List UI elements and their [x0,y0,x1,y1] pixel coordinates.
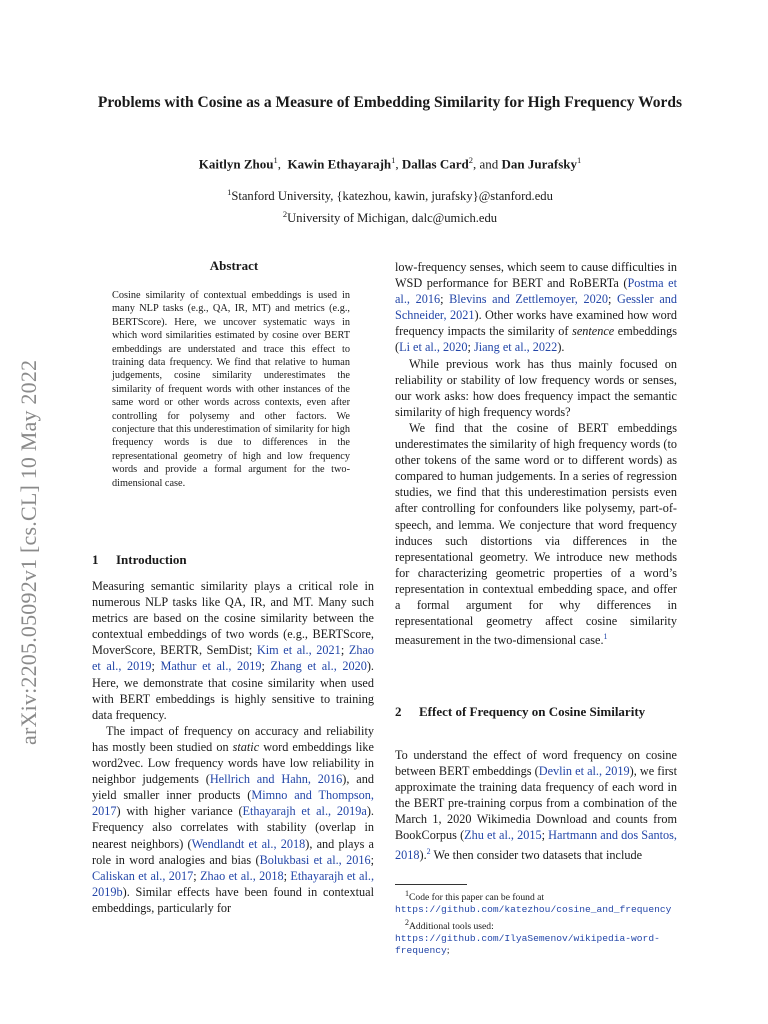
abstract-body: Cosine similarity of contextual embeddings is used in many NLP tasks (e.g., QA, IR, MT) and metrics (e.g., BERTScore). Here, we uncover systematic ways in which word similarities estimated by cosine over BERT embeddings are understated and trace this effect to training data frequency. We find that relative to human judgements, cosine similarity underestimates the similarity of frequent words with other instances of the same word or other words across contexts, even after controlling for polysemy and other factors. We conjecture that this underestimation of similarity for high frequency words is due to differences in the representational geometry of high and low frequency words and provide a formal argument for the two-dimensional case. [112,290,350,489]
footnote-marker[interactable]: 2 [426,846,431,856]
section-number: 1 [92,552,99,567]
citation-link[interactable]: Mathur et al., 2019 [160,659,262,674]
footnote: $^2$Additional tools used: https://github.com/IlyaSemenov/wikipedia-word-frequency; [395,917,660,957]
affiliation-mark: 1 [227,187,232,197]
citation-link[interactable]: Blevins and Zettlemoyer, 2020 [449,292,608,307]
section-title: Effect of Frequency on Cosine Similarity [419,704,646,719]
footnote-mark: 1 [405,889,409,898]
footnote-url-link[interactable]: https://github.com/IlyaSemenov/wikipedia-word-frequency [395,932,660,957]
citation-link[interactable]: Mimno and Thompson, 2017 [92,788,374,819]
citation-link[interactable]: Jiang et al., 2022 [473,340,558,355]
affiliation-line [90,183,690,205]
section-heading-frequency-effect [395,703,677,720]
citation-link[interactable]: Hellrich and Hahn, 2016 [209,772,343,787]
footnote-url-link[interactable]: https://github.com/katezhou/cosine_and_frequency [395,904,672,916]
paragraph: To understand the effect of word frequency on cosine between BERT embeddings (Devlin et al., 2019), we first approximate the training data frequency of each word in the BERT pre-training corpus from a combination of the March 1, 2020 Wikimedia Download and counts from BookCorpus (Zhu et al., 2015; Hartmann and dos Santos, 2018).$^2$ We then consider two datasets that include [395,748,677,862]
citation-link[interactable]: Gessler and Schneider, 2021 [395,292,678,323]
affiliation-text: University of Michigan, dalc@umich.edu [287,211,498,226]
citation-link[interactable]: Li et al., 2020 [399,340,468,355]
right-column-body [395,259,677,648]
author-name: Dallas Card [401,156,469,172]
paragraph: While previous work has thus mainly focused on reliability or stability of low frequency words or senses, our work asks: how does frequency impact the semantic similarity of high frequency words? [395,356,677,419]
paragraph: Measuring semantic similarity plays a critical role in numerous NLP tasks like QA, IR, and MT. Many such metrics are based on the cosine similarity between the contextual embeddings of two words (e.g., BERTScore, MoverScore, BERTR, SemDist; Kim et al., 2021; Zhao et al., 2019; Mathur et al., 2019; Zhang et al., 2020). Here, we demonstrate that cosine similarity when used with BERT embeddings is highly sensitive to training data frequency. [92,579,375,722]
section-number: 2 [395,704,402,719]
citation-link[interactable]: Ethayarajh et al., 2019b [92,868,375,899]
arxiv-identifier: arXiv:2205.05092v1 [cs.CL] 10 May 2022 [16,359,41,745]
footnote: $^1$Code for this paper can be found at https://github.com/katezhou/cosine_and_frequency [395,889,672,916]
affiliation-mark: 1 [577,155,582,165]
citation-link[interactable]: Zhao et al., 2018 [200,868,284,883]
affiliation-mark: 1 [273,155,278,165]
affiliation-mark: 2 [468,155,473,165]
section2-body [395,747,677,863]
paragraph: low-frequency senses, which seem to cause difficulties in WSD performance for BERT and RoBERTa (Postma et al., 2016; Blevins and Zettlemoyer, 2020; Gessler and Schneider, 2021). Other works have examined how word frequency impacts the similarity of sentence embeddings (Li et al., 2020; Jiang et al., 2022). [395,260,678,355]
citation-link[interactable]: Wendlandt et al., 2018 [191,836,306,851]
paragraph: We find that the cosine of BERT embeddings underestimates the similarity of high frequency words (to other tokens of the same word or to different words) as compared to human judgements. In a series of regression studies, we find that this underestimation persists even after controlling for confounders like polysemy, part-of-speech, and lemma. We conjecture that word frequency induces such distortions via differences in the representational geometry. We introduce new methods for characterizing geometric properties of a word’s representation in contextual embedding space, and offer a formal argument for why differences in representational geometry affect cosine similarity measurement in the two-dimensional case.$^1$ [395,420,677,648]
affiliation-mark: 1 [391,155,396,165]
introduction-body [92,578,374,916]
paper-title: Problems with Cosine as a Measure of Embedding Similarity for High Frequency Words [97,94,683,111]
affiliation-mark: 2 [282,209,288,220]
citation-link[interactable]: Zhao et al., 2019 [92,643,375,674]
citation-link[interactable]: Zhu et al., 2015 [464,828,542,843]
author-name: Dan Jurafsky [501,156,578,172]
section-title: Introduction [116,552,187,567]
author-list: Kaitlyn Zhou$^1$, Kawin Ethayarajh$^1$, Dallas Card$^2$, and Dan Jurafsky$^1$ [198,155,582,172]
citation-link[interactable]: Bolukbasi et al., 2016 [259,852,371,867]
citation-link[interactable]: Hartmann and dos Santos, 2018 [395,828,677,862]
citation-link[interactable]: Zhang et al., 2020 [270,659,367,674]
citation-link[interactable]: Devlin et al., 2019 [538,764,630,779]
paragraph: The impact of frequency on accuracy and reliability has mostly been studied on static word embeddings like word2vec. Low frequency words have low reliability in neighbor judgements (Hellrich and Hahn, 2016), and yield smaller inner products (Mimno and Thompson, 2017) with higher variance (Ethayarajh et al., 2019a). Frequency also correlates with stability (overlap in nearest neighbors) (Wendlandt et al., 2018), and plays a role in word analogies and bias (Bolukbasi et al., 2016; Caliskan et al., 2017; Zhao et al., 2018; Ethayarajh et al., 2019b). Similar effects have been found in contextual embeddings, particularly for [92,723,375,915]
section-heading-introduction [92,551,187,568]
author-conjunction: and [479,156,499,172]
citation-link[interactable]: Caliskan et al., 2017 [92,868,194,883]
footnotes [395,888,677,957]
footnote-divider [395,884,467,885]
affiliations [90,183,690,227]
author-name: Kawin Ethayarajh [287,156,392,172]
citation-link[interactable]: Ethayarajh et al., 2019a [242,804,367,819]
abstract-heading: Abstract [209,258,259,273]
affiliation-text: Stanford University, {katezhou, kawin, jurafsky}@stanford.edu [231,189,553,204]
citation-link[interactable]: Postma et al., 2016 [395,276,677,307]
footnote-mark: 2 [405,917,409,927]
author-name: Kaitlyn Zhou [198,156,274,172]
affiliation-line [90,205,690,227]
footnote-marker[interactable]: 1 [603,632,608,642]
citation-link[interactable]: Kim et al., 2021 [256,643,341,658]
